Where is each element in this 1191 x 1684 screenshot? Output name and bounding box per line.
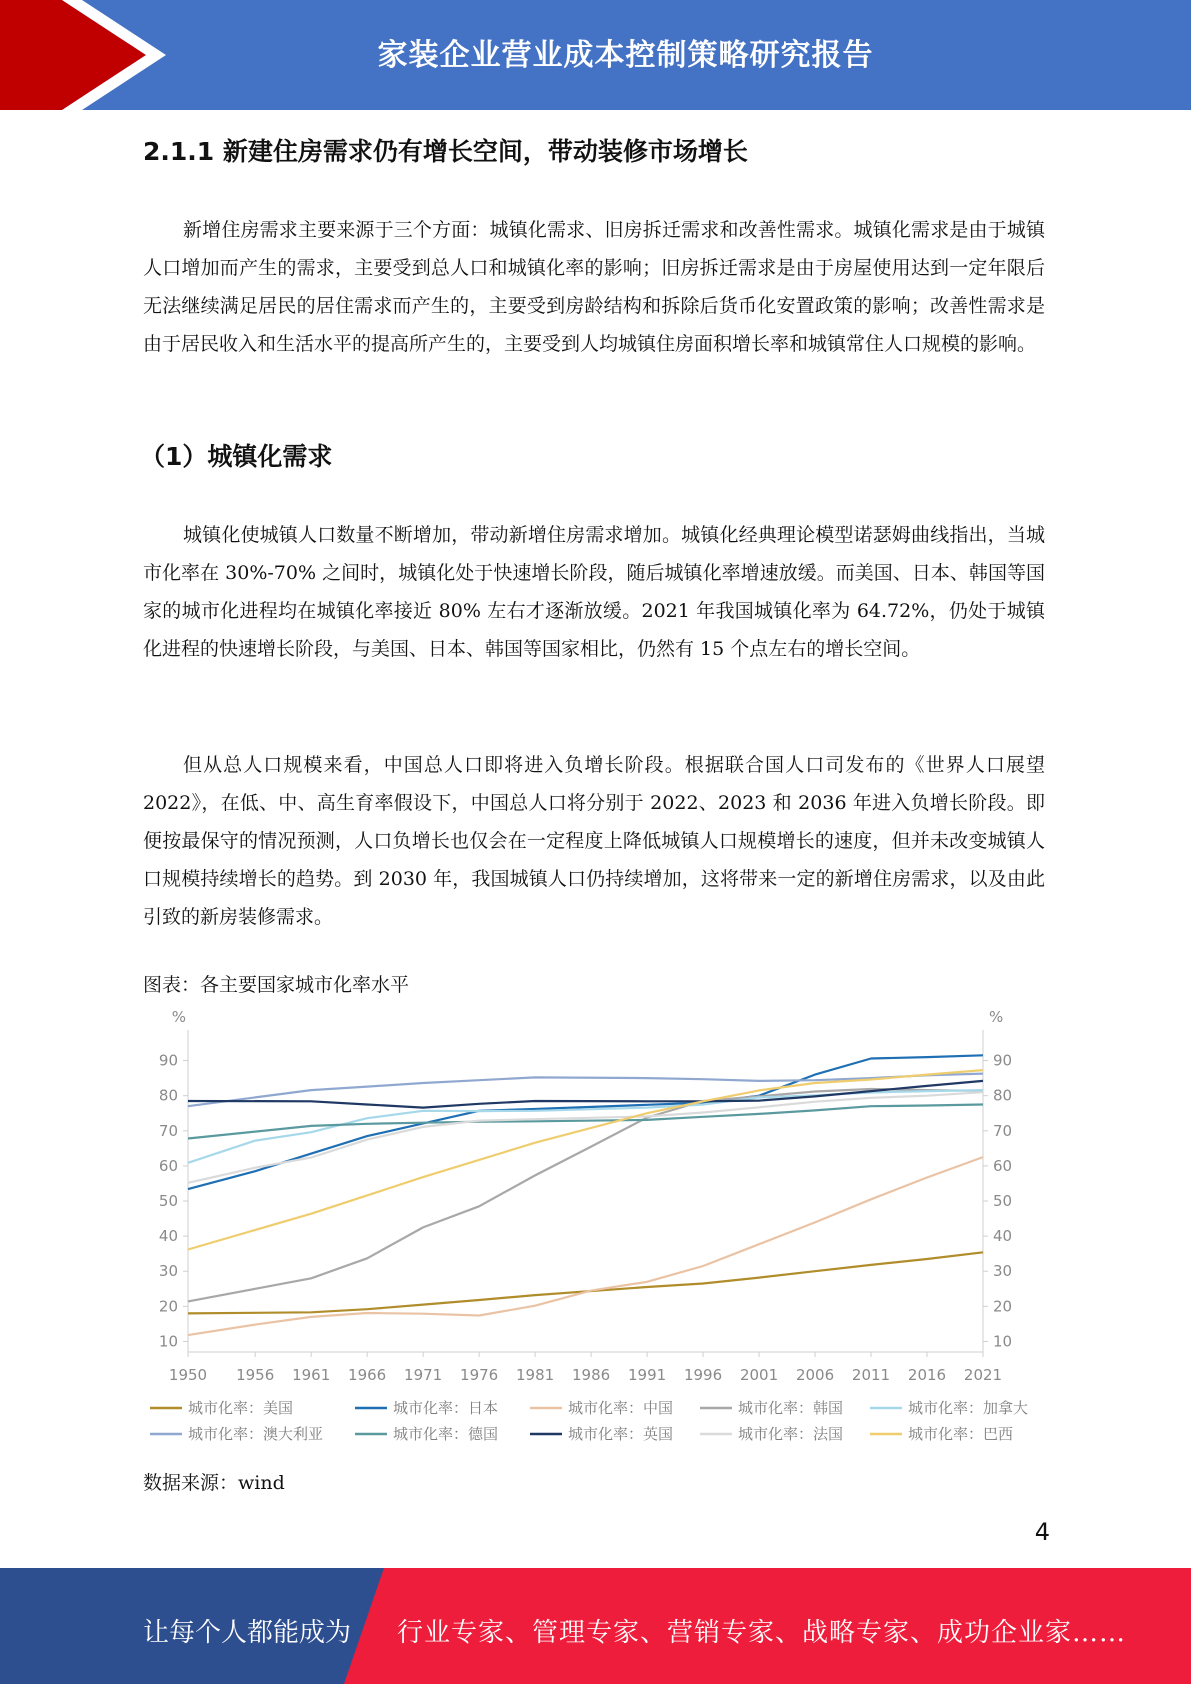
x-tick-label: 2011 — [851, 1366, 891, 1384]
section-heading: 2.1.1 新建住房需求仍有增长空间，带动装修市场增长 — [143, 137, 748, 166]
series-line-9 — [188, 1070, 983, 1249]
x-tick-label: 1996 — [683, 1366, 723, 1384]
legend-label-5: 城市化率：澳大利亚 — [188, 1425, 324, 1443]
y-tick-label-right: 60 — [993, 1156, 1013, 1175]
y-tick-label-left: 90 — [158, 1051, 178, 1070]
series-line-7 — [188, 1081, 983, 1108]
y-tick-label-left: 40 — [158, 1227, 178, 1246]
legend-label-9: 城市化率：巴西 — [908, 1425, 1014, 1443]
y-tick-label-right: 80 — [993, 1086, 1013, 1105]
paragraph-urbanization: 城镇化使城镇人口数量不断增加，带动新增住房需求增加。城镇化经典理论模型诺瑟姆曲线指出，当城市化率在 30%-70% 之间时，城镇化处于快速增长阶段，随后城镇化率增速放缓。而美国、日本、韩国等国家的城市化进程均在城镇化率接近 80% 左右才逐渐放缓。2021 年我国城镇化率为 64.72%，仍处于城镇化进程的快速增长阶段，与美国、日本、韩国等国家相比，仍然有 15 个点左右的增长空间。 — [143, 524, 1045, 660]
y-unit-left: % — [171, 1008, 186, 1026]
x-tick-label: 1981 — [516, 1366, 555, 1384]
y-tick-label-right: 10 — [993, 1332, 1013, 1351]
x-tick-label: 1976 — [460, 1366, 499, 1384]
x-tick-label: 1991 — [627, 1366, 667, 1384]
legend-label-1: 城市化率：日本 — [393, 1399, 499, 1417]
page-footer-band — [0, 1568, 1191, 1684]
legend-label-4: 城市化率：加拿大 — [908, 1399, 1029, 1417]
x-tick-label: 1956 — [236, 1366, 275, 1384]
x-tick-label: 1971 — [404, 1366, 443, 1384]
y-unit-right: % — [989, 1008, 1004, 1026]
report-title: 家装企业营业成本控制策略研究报告 — [377, 38, 874, 73]
urbanization-line-chart — [140, 1000, 1050, 1460]
y-tick-label-left: 50 — [158, 1192, 178, 1211]
y-tick-label-right: 90 — [993, 1051, 1013, 1070]
legend-label-2: 城市化率：中国 — [568, 1399, 674, 1417]
y-tick-label-right: 30 — [993, 1262, 1013, 1281]
x-tick-label: 1961 — [292, 1366, 331, 1384]
x-tick-label: 2016 — [907, 1366, 947, 1384]
y-tick-label-left: 10 — [158, 1332, 178, 1351]
y-tick-label-right: 40 — [993, 1227, 1013, 1246]
figure-caption: 图表：各主要国家城市化率水平 — [143, 974, 410, 996]
y-tick-label-right: 50 — [993, 1192, 1013, 1211]
y-tick-label-left: 30 — [158, 1262, 178, 1281]
paragraph-population: 但从总人口规模来看，中国总人口即将进入负增长阶段。根据联合国人口司发布的《世界人口展望 2022》，在低、中、高生育率假设下，中国总人口将分别于 2022、2023 和 2036 年进入负增长阶段。即便按最保守的情况预测，人口负增长也仅会在一定程度上降低城镇人口规模增长的速度，但并未改变城镇人口规模持续增长的趋势。到 2030 年，我国城镇人口仍持续增加，这将带来一定的新增住房需求，以及由此引致的新房装修需求。 — [143, 754, 1045, 928]
x-tick-label: 2006 — [795, 1366, 835, 1384]
legend-label-0: 城市化率：美国 — [188, 1399, 294, 1417]
y-tick-label-left: 80 — [158, 1086, 178, 1105]
y-tick-label-left: 20 — [158, 1297, 178, 1316]
legend-label-8: 城市化率：法国 — [738, 1425, 844, 1443]
series-line-1 — [188, 1055, 983, 1189]
x-tick-label: 2021 — [963, 1366, 1003, 1384]
subsection-heading: （1）城镇化需求 — [140, 442, 333, 471]
legend-label-7: 城市化率：英国 — [568, 1425, 674, 1443]
legend-label-6: 城市化率：德国 — [393, 1425, 499, 1443]
x-tick-label: 1950 — [168, 1366, 208, 1384]
series-line-2 — [188, 1157, 983, 1335]
figure-source: 数据来源：wind — [143, 1472, 285, 1494]
footer-slogan-right: 行业专家、管理专家、营销专家、战略专家、成功企业家…… — [397, 1618, 1127, 1648]
page-number: 4 — [1034, 1518, 1050, 1546]
footer-slogan-left: 让每个人都能成为 — [143, 1618, 352, 1648]
y-tick-label-right: 20 — [993, 1297, 1013, 1316]
y-tick-label-left: 60 — [158, 1156, 178, 1175]
x-tick-label: 2001 — [739, 1366, 779, 1384]
y-tick-label-left: 70 — [158, 1121, 178, 1140]
series-line-0 — [188, 1252, 983, 1313]
legend-label-3: 城市化率：韩国 — [738, 1399, 844, 1417]
y-tick-label-right: 70 — [993, 1121, 1013, 1140]
x-tick-label: 1966 — [348, 1366, 387, 1384]
page-header-band — [0, 0, 1191, 110]
paragraph-housing-demand: 新增住房需求主要来源于三个方面：城镇化需求、旧房拆迁需求和改善性需求。城镇化需求是由于城镇人口增加而产生的需求，主要受到总人口和城镇化率的影响；旧房拆迁需求是由于房屋使用达到一定年限后无法继续满足居民的居住需求而产生的，主要受到房龄结构和拆除后货币化安置政策的影响；改善性需求是由于居民收入和生活水平的提高所产生的，主要受到人均城镇住房面积增长率和城镇常住人口规模的影响。 — [143, 219, 1045, 355]
x-tick-label: 1986 — [572, 1366, 611, 1384]
